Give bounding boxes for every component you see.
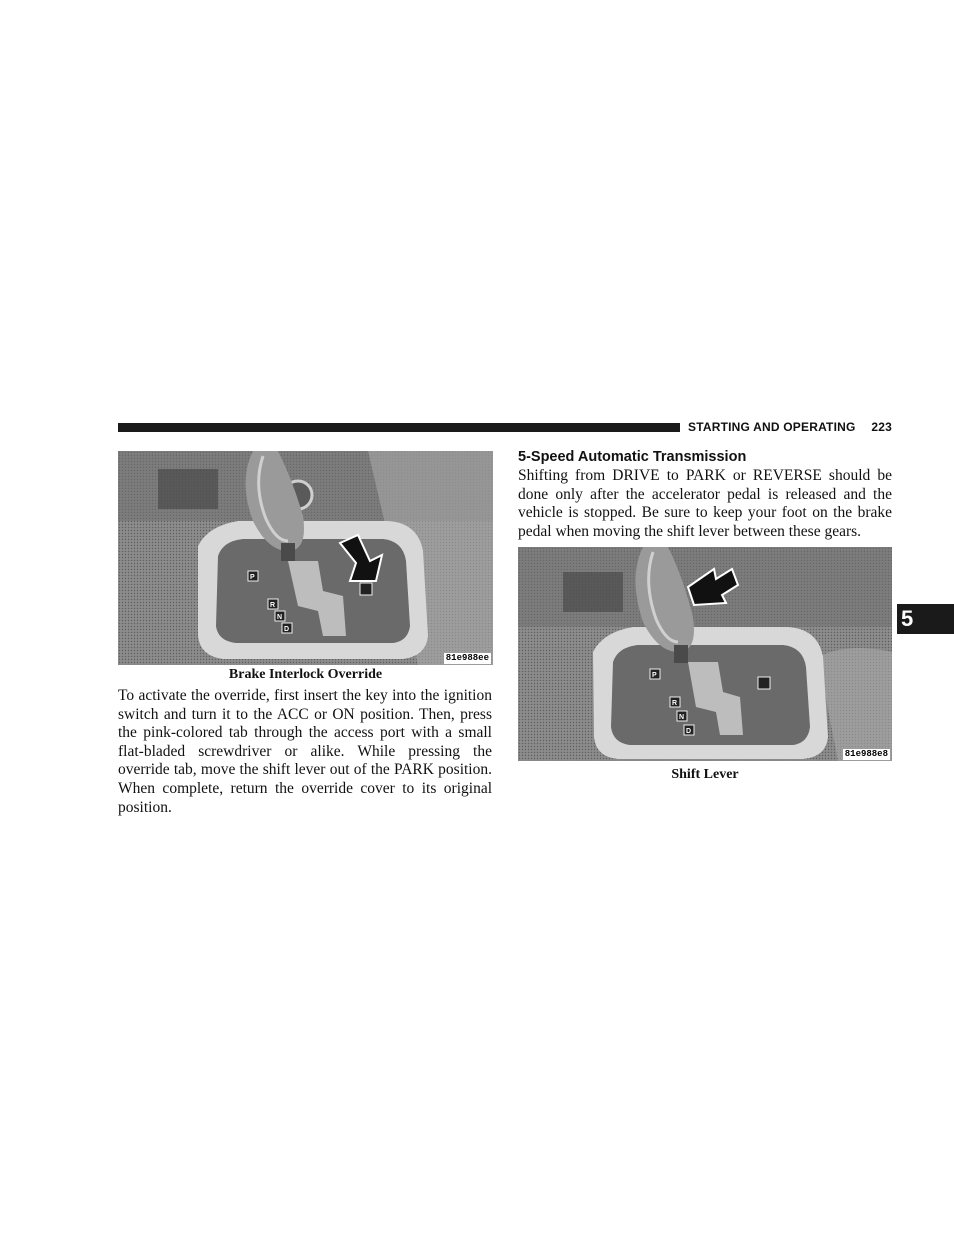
shift-lever-photo — [518, 547, 892, 761]
gear-letter-p: P — [652, 672, 657, 679]
header-section-title: STARTING AND OPERATING — [688, 420, 856, 434]
section-heading: 5-Speed Automatic Transmission — [518, 449, 747, 465]
gear-letter-n: N — [679, 714, 685, 721]
header-rule — [118, 423, 680, 432]
running-header — [688, 420, 892, 434]
gear-letter-n: N — [277, 614, 283, 621]
shifter-illustration — [518, 547, 892, 761]
gear-letter-p: P — [250, 574, 255, 581]
figure-caption: Brake Interlock Override — [228, 667, 383, 682]
figure-code: 81e988e8 — [844, 749, 888, 759]
gear-letter-d: D — [284, 626, 290, 633]
figure-code: 81e988ee — [445, 653, 489, 663]
shifter-illustration — [118, 451, 493, 665]
figure-caption: Shift Lever — [671, 767, 739, 782]
chapter-tab-label: 5 — [901, 606, 914, 631]
body-paragraph: To activate the override, first insert the key into the ignition switch and turn it to the ACC or ON position. Then, press the pink-colored tab through the access port with a small flat-bladed screwdriver or alike. While pressing the override tab, move the shift lever out of the PARK position. When complete, return the override cover to its original position. — [118, 687, 492, 816]
chapter-tab — [897, 604, 954, 634]
gear-letter-r: R — [672, 700, 678, 707]
body-paragraph: Shifting from DRIVE to PARK or REVERSE should be done only after the accelerator pedal is released and the vehicle is stopped. Be sure to keep your foot on the brake pedal when moving the shift lever between these gears. — [518, 467, 892, 540]
brake-interlock-override-photo — [118, 451, 493, 665]
gear-letter-r: R — [270, 602, 276, 609]
gear-letter-d: D — [686, 728, 692, 735]
header-page-number: 223 — [871, 420, 892, 434]
